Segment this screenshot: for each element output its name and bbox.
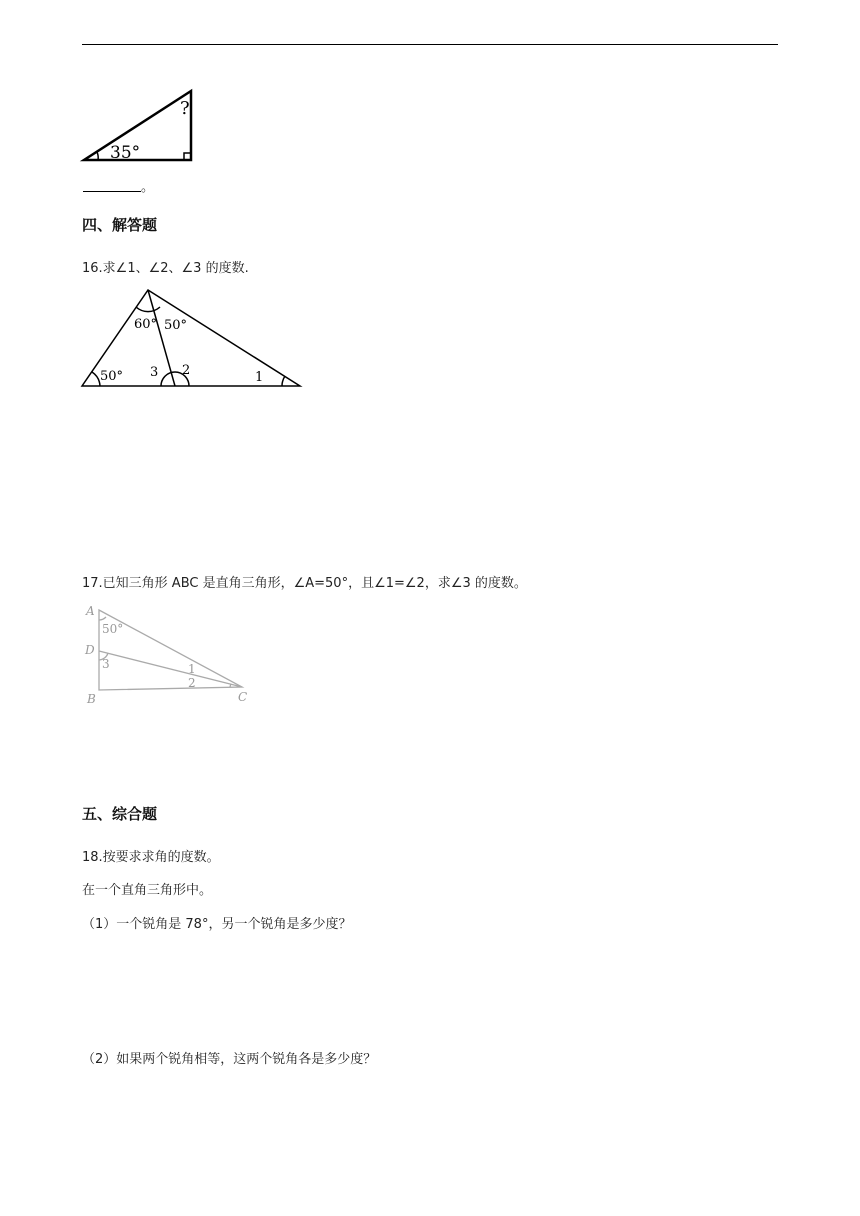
- q18-intro: 在一个直角三角形中。: [82, 883, 213, 898]
- header-rule: [82, 44, 778, 45]
- q18-part1: （1）一个锐角是 78°，另一个锐角是多少度？: [82, 917, 352, 932]
- q16-triangle-figure: [80, 288, 304, 390]
- q16-text: 16.求∠1、∠2、∠3 的度数.: [82, 261, 249, 276]
- q16-angle-50-base-label: 50°: [100, 369, 124, 384]
- q17-angle-2-label: 2: [188, 676, 196, 690]
- q17-label-A: A: [86, 604, 95, 618]
- answer-period: 。: [141, 180, 155, 195]
- q16-angle-1-label: 1: [255, 370, 264, 385]
- right-triangle-figure: [80, 86, 200, 166]
- q17-label-C: C: [238, 690, 248, 704]
- q16-angle-2-label: 2: [182, 363, 191, 378]
- q18-text: 18.按要求求角的度数。: [82, 850, 220, 865]
- q16-angle-60-label: 60°: [134, 317, 158, 332]
- q17-label-B: B: [87, 692, 96, 706]
- answer-blank-line: [83, 176, 154, 195]
- angle-35-label: 35°: [110, 143, 141, 163]
- q17-text: 17.已知三角形 ABC 是直角三角形，∠A=50°，且∠1=∠2，求∠3 的度数。: [82, 576, 527, 591]
- q17-triangle-figure: [80, 600, 255, 708]
- answer-blank: [83, 179, 141, 192]
- q18-part2: （2）如果两个锐角相等，这两个锐角各是多少度？: [82, 1052, 377, 1067]
- q17-label-D: D: [85, 643, 95, 657]
- q17-angle-1-label: 1: [188, 662, 196, 676]
- section5-heading: 五、综合题: [82, 805, 158, 823]
- unknown-angle-label: ?: [180, 98, 190, 119]
- q16-angle-50-top-label: 50°: [164, 318, 188, 333]
- q17-angle-3-label: 3: [102, 657, 110, 671]
- q17-angle-50-label: 50°: [102, 622, 124, 636]
- section4-heading: 四、解答题: [82, 216, 158, 234]
- q16-angle-3-label: 3: [150, 365, 159, 380]
